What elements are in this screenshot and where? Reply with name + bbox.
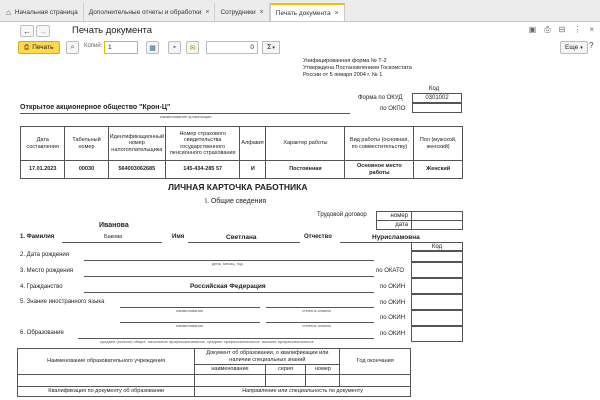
copies-input[interactable]: [104, 41, 138, 54]
edit-button[interactable]: [146, 41, 159, 54]
cell-work-nature: Постоянная: [266, 161, 345, 179]
edu-col-doc-name: наименование: [195, 365, 265, 375]
tab-label: Дополнительные отчеты и обработки: [88, 8, 202, 16]
edu-col-specialty: Направление или специальность по документу: [195, 386, 411, 396]
okato-code: [411, 262, 463, 278]
birthdate-label: 2. Дата рождения: [20, 252, 69, 258]
surname-value: Бакова: [104, 234, 123, 240]
tab-home[interactable]: [0, 3, 84, 21]
col-header-tab-number: Табельный номер: [65, 127, 108, 161]
organization-caption: наименование организации: [160, 114, 212, 119]
cell-alphabet: И: [240, 161, 266, 179]
form-info-1: Унифицированная форма № Т-2: [303, 58, 387, 64]
name-label: Имя: [172, 234, 185, 240]
contract-number-label: номер: [376, 211, 412, 221]
tab-label: Сотрудники: [220, 8, 256, 16]
col-header-work-type: Вид работы (основная, по совместительству): [345, 127, 414, 161]
sum-value: 0: [250, 44, 254, 51]
birthdate-caption: день, месяц, год: [212, 261, 243, 266]
magnifier-icon: ⌕: [70, 43, 75, 51]
tab-label: Печать документа: [275, 9, 331, 17]
edu-col-institution: Наименование образовательного учреждения: [18, 349, 195, 375]
okin-code-4: [411, 326, 463, 342]
email-button[interactable]: [186, 41, 199, 54]
close-icon[interactable]: ×: [589, 25, 594, 34]
surname-above: Иванова: [99, 222, 129, 229]
language-degree-caption-2: степень знания: [302, 323, 331, 328]
sum-mode-button[interactable]: [262, 41, 280, 54]
edu-col-doc-series: серия: [265, 365, 306, 375]
edu-col-doc-number: номер: [306, 365, 340, 375]
name-value: Светлана: [226, 234, 257, 241]
col-header-alphabet: Алфавит: [240, 127, 266, 161]
contract-label: Трудовой договор: [317, 212, 367, 218]
employee-info-table: [20, 126, 463, 179]
col-header-date: Дата составления: [21, 127, 65, 161]
tabs-bar: [0, 0, 600, 22]
surname-label: 1. Фамилия: [20, 234, 55, 240]
birthplace-label: 3. Место рождения: [20, 268, 74, 274]
form-info-3: России от 5 января 2004 г. № 1: [303, 72, 383, 78]
cell-inn: 564003062685: [108, 161, 165, 179]
title-bar: [0, 22, 600, 40]
close-icon[interactable]: ×: [259, 8, 264, 16]
more-button[interactable]: [560, 41, 588, 54]
patronymic-label: Отчество: [304, 234, 332, 240]
language-label: 5. Знание иностранного языка: [20, 299, 105, 305]
okin-code-1: [411, 278, 463, 294]
form-info-2: Утверждена Постановлением Госкомстата: [303, 65, 412, 71]
cell-snils: 145-434-285 57: [166, 161, 240, 179]
close-icon[interactable]: ×: [334, 9, 339, 17]
code-label-2: Код: [411, 242, 463, 251]
preview-button[interactable]: [66, 41, 79, 54]
organization-name: Открытое акционерное общество "Крон-Ц": [20, 104, 171, 111]
floppy-icon: ▪: [173, 44, 176, 51]
okin-label-2: по ОКИН: [380, 300, 406, 306]
col-header-gender: Пол (мужской, женский): [414, 127, 463, 161]
page-title: Печать документа: [72, 25, 153, 36]
okato-label: по ОКАТО: [376, 268, 405, 274]
close-icon[interactable]: ×: [205, 8, 210, 16]
save-file-button[interactable]: [168, 41, 181, 54]
edu-empty-cell: [306, 374, 340, 386]
okud-code: 0301002: [412, 93, 462, 103]
cell-date: 17.01.2023: [21, 161, 65, 179]
language-degree-caption: степень знания: [302, 308, 331, 313]
card-title: ЛИЧНАЯ КАРТОЧКА РАБОТНИКА: [168, 182, 308, 192]
contract-date-value: [411, 220, 463, 230]
home-icon: ⌂: [6, 7, 11, 17]
edu-empty-cell: [340, 374, 411, 386]
printer-icon: ⎙: [24, 43, 30, 51]
okud-label: Форма по ОКУД: [358, 95, 403, 101]
save-icon[interactable]: ▣: [528, 25, 537, 34]
education-label: 6. Образование: [20, 330, 64, 336]
edit-icon: ▦: [149, 44, 156, 52]
code-header: Код: [429, 86, 440, 92]
cell-work-type: Основное место работы: [345, 161, 414, 179]
print-button[interactable]: [18, 41, 60, 54]
copies-value: 1: [108, 44, 112, 51]
okin-label-1: по ОКИН: [380, 284, 406, 290]
education-caption: среднее (полное) общее, начальное профессиональное, среднее профессиональное, высшее профессиональное: [100, 339, 314, 344]
birthdate-code: [411, 251, 463, 262]
sigma-icon: Σ: [267, 44, 272, 51]
help-button[interactable]: ?: [589, 41, 594, 50]
copies-label: Копий:: [84, 43, 103, 49]
edu-empty-cell: [195, 374, 265, 386]
okpo-code: [412, 103, 462, 113]
edu-empty-cell: [18, 374, 195, 386]
language-name-caption-2: наименование: [176, 323, 204, 328]
print-icon[interactable]: ⎙: [544, 25, 551, 34]
tab-reports[interactable]: [84, 3, 216, 21]
patronymic-value: Нурисламовна: [372, 234, 420, 241]
col-header-snils: Номер страхового свидетельства государственного пенсионного страхования: [166, 127, 240, 161]
language-name-caption: наименование: [176, 308, 204, 313]
citizenship-value: Российская Федерация: [190, 283, 266, 290]
cell-tab-number: 00030: [65, 161, 108, 179]
chevron-down-icon: ▾: [272, 44, 275, 51]
menu-icon[interactable]: ⋮: [573, 25, 582, 34]
forward-button[interactable]: →: [36, 25, 50, 37]
tab-employees[interactable]: [215, 3, 269, 21]
edu-col-document: Документ об образовании, о квалификации или наличии специальных знаний: [195, 349, 340, 365]
tab-home-label: Начальная страница: [14, 8, 78, 16]
document-area: [0, 56, 600, 400]
tab-print-document[interactable]: [270, 3, 345, 21]
toolbar: [0, 40, 600, 56]
okin-label-4: по ОКИН: [380, 331, 406, 337]
col-header-work-nature: Характер работы: [266, 127, 345, 161]
col-header-inn: Идентификационный номер налогоплательщика: [108, 127, 165, 161]
okin-code-2: [411, 294, 463, 310]
citizenship-label: 4. Гражданство: [20, 284, 63, 290]
edu-col-graduation-year: Год окончания: [340, 349, 411, 375]
chevron-down-icon: ▾: [580, 44, 583, 51]
okin-code-3: [411, 310, 463, 326]
link-icon[interactable]: ⊟: [558, 25, 566, 34]
sum-field[interactable]: [206, 41, 258, 54]
education-table: [17, 348, 411, 397]
print-label: Печать: [32, 44, 54, 51]
okin-label-3: по ОКИН: [380, 315, 406, 321]
mail-icon: ✉: [189, 44, 196, 52]
edu-empty-cell: [265, 374, 306, 386]
okpo-label: по ОКПО: [380, 106, 406, 112]
cell-gender: Женский: [414, 161, 463, 179]
more-label: Еще: [565, 44, 579, 51]
edu-col-qualification: Квалификация по документу об образовании: [18, 386, 195, 396]
back-button[interactable]: ←: [20, 25, 34, 37]
contract-date-label: дата: [376, 220, 412, 230]
window-actions: [529, 25, 594, 35]
section-title: I. Общие сведения: [205, 198, 267, 205]
